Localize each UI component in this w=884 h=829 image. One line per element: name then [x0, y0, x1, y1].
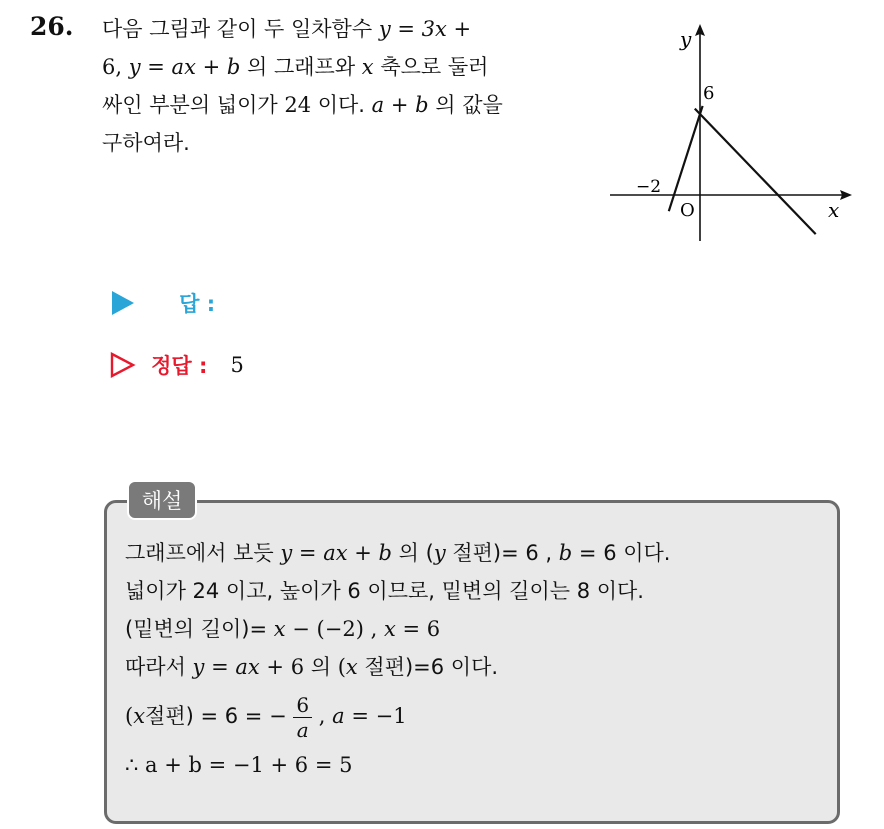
fraction: [293, 693, 312, 742]
solution-line-6: ∴ a + b = −1 + 6 = 5: [125, 753, 353, 777]
y-intercept-label: 6: [703, 83, 715, 104]
answer-label: 답 :: [179, 292, 216, 316]
x-intercept-label: −2: [636, 177, 662, 197]
correct-answer-label: 정답 :: [151, 354, 208, 378]
correct-answer-value: 5: [230, 353, 244, 377]
y-axis-label: y: [680, 27, 692, 51]
question-line-1: 다음 그림과 같이 두 일차함수 y = 3x +: [102, 17, 472, 41]
graph: [604, 20, 854, 250]
fraction-numerator: 6: [293, 693, 312, 718]
solution-line-3: (밑변의 길이)= x − (−2) , x = 6: [125, 617, 441, 641]
question-number: 26.: [30, 12, 74, 41]
answer-row: [110, 288, 233, 318]
origin-label: O: [680, 200, 695, 221]
solution-line-5: (x절편) = 6 = − $\frac{6}{a}$ , a = −1: [125, 692, 407, 742]
x-axis-label: x: [828, 198, 840, 222]
solution-line-4: 따라서 y = ax + 6 의 (x 절편)=6 이다.: [125, 655, 499, 679]
question-line-3: 싸인 부분의 넓이가 24 이다. a + b 의 값을: [102, 93, 503, 117]
solution-tab: 해설: [127, 480, 197, 520]
solution-line-2: 넓이가 24 이고, 높이가 6 이므로, 밑변의 길이는 8 이다.: [125, 579, 644, 603]
question-text: [102, 10, 584, 162]
play-arrow-icon: [110, 290, 136, 316]
question-line-2: 6, y = ax + b 의 그래프와 x 축으로 둘러: [102, 55, 489, 79]
correct-answer-row: [110, 350, 244, 380]
outline-arrow-icon: [110, 352, 136, 378]
question-line-4: 구하여라.: [102, 131, 190, 155]
line-y-ax-b: [695, 109, 816, 235]
solution-line-1: 그래프에서 보듯 y = ax + b 의 (y 절편)= 6 , b = 6 이다.: [125, 541, 671, 565]
fraction-denominator: a: [296, 717, 309, 742]
solution-text: [125, 534, 825, 784]
